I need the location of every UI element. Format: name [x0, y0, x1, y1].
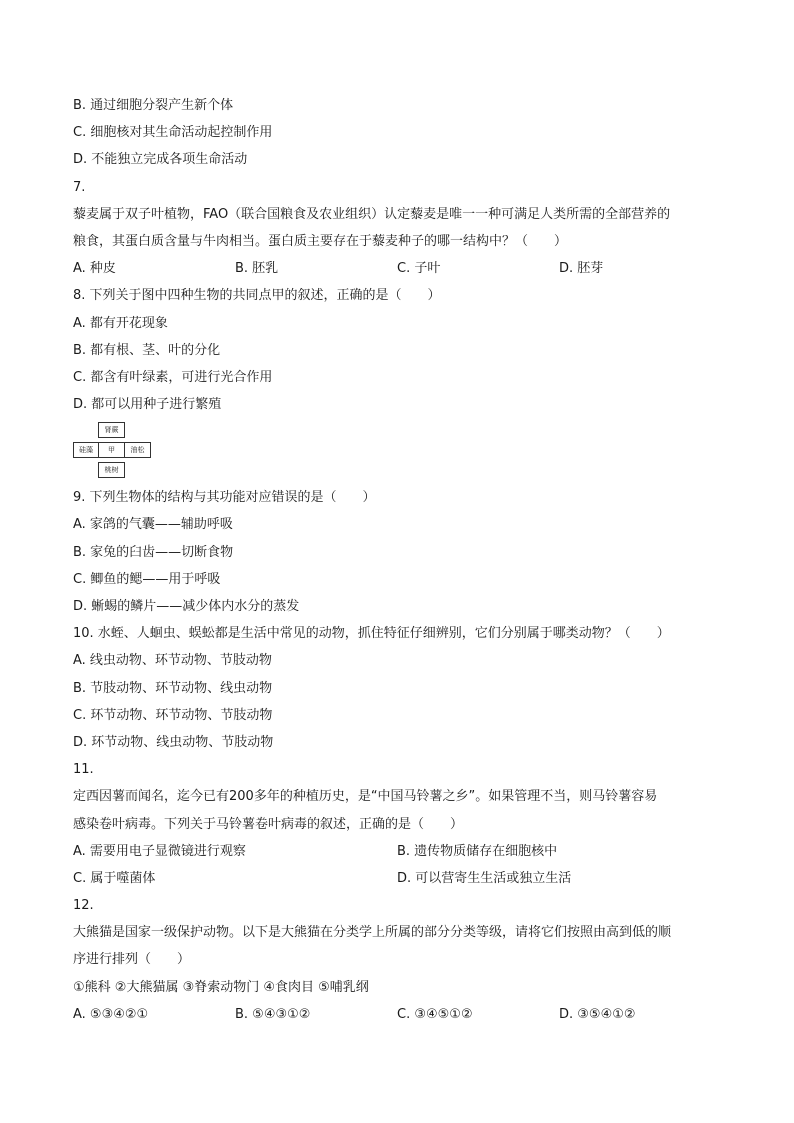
- q12-option-a: A. ⑤③④②①: [73, 1006, 149, 1022]
- q9-option-b: B. 家兔的臼齿——切断食物: [73, 544, 234, 560]
- q11-number: 11.: [73, 762, 94, 778]
- diagram-cell-top: 肾蕨: [98, 422, 125, 438]
- q10-option-a: A. 线虫动物、环节动物、节肢动物: [73, 653, 272, 669]
- q7-option-c: C. 子叶: [397, 261, 441, 277]
- q12-options: [73, 1001, 723, 1028]
- q12-stem-line-1: 大熊猫是国家一级保护动物。以下是大熊猫在分类学上所属的部分分类等级，请将它们按照由高到低的顺: [73, 925, 672, 941]
- diagram-cell-bottom: 桃树: [98, 462, 125, 478]
- q8-option-d: D. 都可以用种子进行繁殖: [73, 397, 222, 413]
- q11-options-row-1: [73, 838, 723, 865]
- q12-option-b: B. ⑤④③①②: [235, 1006, 311, 1022]
- q11-option-b: B. 遗传物质储存在细胞核中: [397, 843, 558, 859]
- q7-number: 7.: [73, 179, 86, 195]
- q11-options-row-2: [73, 865, 723, 892]
- q11-option-c: C. 属于噬菌体: [73, 870, 156, 886]
- q6-option-b: B. 通过细胞分裂产生新个体: [73, 98, 234, 113]
- q11-option-a: A. 需要用电子显微镜进行观察: [73, 843, 246, 859]
- q12-number: 12.: [73, 898, 94, 914]
- q8-option-a: A. 都有开花现象: [73, 315, 168, 331]
- diagram-cell-left: 硅藻: [73, 442, 99, 458]
- q10-option-b: B. 节肢动物、环节动物、线虫动物: [73, 680, 273, 696]
- q9-stem: 9. 下列生物体的结构与其功能对应错误的是（ ）: [73, 490, 376, 506]
- exam-page: [73, 92, 723, 1028]
- q10-option-c: C. 环节动物、环节动物、节肢动物: [73, 707, 273, 723]
- q8-option-b: B. 都有根、茎、叶的分化: [73, 342, 221, 358]
- q12-stem-line-2: 序进行排列（ ）: [73, 952, 191, 968]
- q12-items: ①熊科 ②大熊猫属 ③脊索动物门 ④食肉目 ⑤哺乳纲: [73, 979, 369, 995]
- q6-option-d: D. 不能独立完成各项生命活动: [73, 152, 248, 168]
- q8-option-c: C. 都含有叶绿素，可进行光合作用: [73, 369, 273, 385]
- q7-options: [73, 255, 723, 282]
- q11-stem-line-1: 定西因薯而闻名，迄今已有200多年的种植历史，是“中国马铃薯之乡”。如果管理不当，则马铃薯容易: [73, 789, 658, 805]
- q10-stem: 10. 水蛭、人蛔虫、蜈蚣都是生活中常见的动物，抓住特征仔细辨别，它们分别属于哪类动物？（ ）: [73, 626, 670, 642]
- q12-option-c: C. ③④⑤①②: [397, 1006, 473, 1022]
- q8-organism-diagram: [73, 422, 723, 480]
- q7-option-b: B. 胚乳: [235, 261, 279, 277]
- q8-stem: 8. 下列关于图中四种生物的共同点甲的叙述，正确的是（ ）: [73, 288, 441, 304]
- q7-stem-line-2: 粮食，其蛋白质含量与牛肉相当。蛋白质主要存在于藜麦种子的哪一结构中？（ ）: [73, 233, 568, 249]
- q11-stem-line-2: 感染卷叶病毒。下列关于马铃薯卷叶病毒的叙述，正确的是（ ）: [73, 816, 464, 832]
- q10-option-d: D. 环节动物、线虫动物、节肢动物: [73, 734, 274, 750]
- q7-option-a: A. 种皮: [73, 261, 116, 277]
- q9-option-a: A. 家鸽的气囊——辅助呼吸: [73, 517, 233, 533]
- diagram-cell-center: 甲: [98, 442, 125, 458]
- q6-option-c: C. 细胞核对其生命活动起控制作用: [73, 125, 273, 141]
- q7-option-d: D. 胚芽: [559, 261, 604, 277]
- q7-stem-line-1: 藜麦属于双子叶植物，FAO（联合国粮食及农业组织）认定藜麦是唯一一种可满足人类所需的全部营养的: [73, 206, 671, 222]
- q12-option-d: D. ③⑤④①②: [559, 1006, 636, 1022]
- q9-option-d: D. 蜥蜴的鳞片——减少体内水分的蒸发: [73, 599, 300, 614]
- q9-option-c: C. 鲫鱼的鳃——用于呼吸: [73, 571, 221, 587]
- diagram-cell-right: 油松: [124, 442, 151, 458]
- q11-option-d: D. 可以营寄生生活或独立生活: [397, 870, 572, 886]
